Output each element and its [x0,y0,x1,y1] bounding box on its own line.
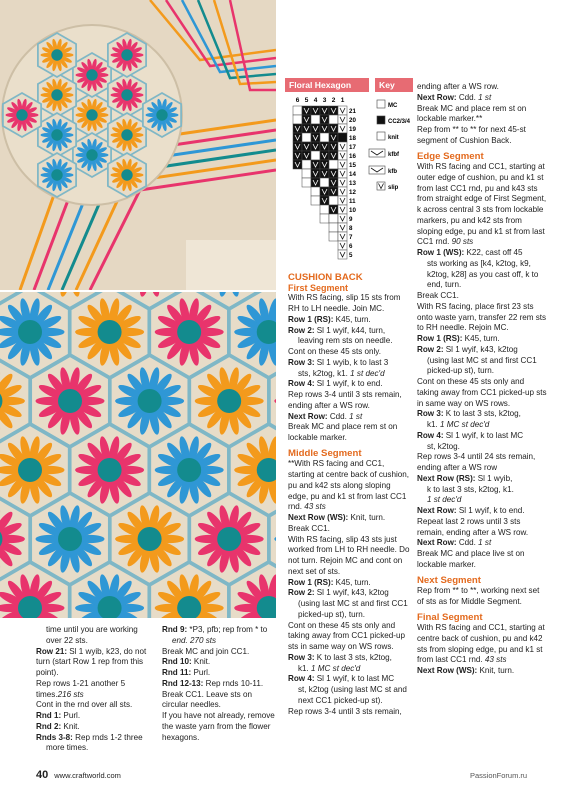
chart-row-number: 20 [349,117,356,124]
instruction-line: Rnd 1: Purl. [36,711,81,720]
instruction-line: With RS facing and CC1, starting at centre back of cushion, pu and k42 sts from sloping edge, pu and k1 st from last CC1 rnd. 43 sts [417,623,545,665]
chart-row-number: 6 [349,243,353,250]
flower-centre [121,49,132,60]
instruction-line: Cont in the rnd over all sts. [36,700,133,710]
column-b [162,625,278,743]
instruction-line: Break MC and place rem st on lockable marker.** [417,103,527,124]
instruction-line: Row 3: K to last 3 sts, k2tog, [417,409,521,419]
watermark: PassionForum.ru [470,771,528,780]
chart-cell [293,115,302,124]
flower-centre [18,320,42,344]
instruction-line: Cont on these 45 sts only and taking away from CC1 picked-up sts in same way on WS rows. [417,377,547,408]
instruction-line: Row 3: Sl 1 wyib, k to last 3 [288,357,389,367]
instruction-line: Rep rows 3-4 until 3 sts remain, [288,706,402,716]
chart-cell [302,160,311,169]
chart-cell [329,232,338,241]
flower-centre [86,149,97,160]
section-title-cushion-back: CUSHION BACK [288,272,363,283]
key-label: kfb [388,169,397,175]
chart-row-number: 13 [349,180,356,187]
flower-centre [58,527,82,551]
instruction-line: With RS facing, slip 43 sts just worked from LH to RH needle. Do not turn. Rejoin MC and cont on next set of sts. [288,534,410,576]
chart-cell [320,178,329,187]
instruction-line: Break CC1. Leave sts on circular needles. [162,689,252,710]
instruction-line: ending after a WS row. [417,82,499,91]
chart-row-number: 12 [349,189,356,196]
instruction-line: Cont on these 45 sts only and taking away from CC1 picked-up sts in same way on WS rows. [288,620,405,652]
flower-centre [18,458,42,482]
instruction-line: Rep rows 1-21 another 5 times.216 sts [36,678,126,699]
chart-cell [311,196,320,205]
flower-centre [177,320,201,344]
instruction-line: Rnd 10: Knit. [162,657,211,667]
instruction-line: sts working as [k4, k2tog, k9, k2tog, k28] as you cast off, k to end, turn. [427,258,539,290]
instruction-line: Row 4: Sl 1 wyif, k to last MC [417,430,524,440]
flower-centre [217,527,241,551]
chart-row-number: 10 [349,207,356,214]
chart-cell [311,151,320,160]
section-title-final-segment: Final Segment [417,611,483,623]
instruction-line: Row 3: K to last 3 sts, k2tog, [288,652,392,662]
instruction-line: Break CC1. [288,523,330,533]
section-title-first-segment: First Segment [288,283,349,294]
instruction-line: st, k2tog. [427,441,460,451]
flower-centre [51,129,62,140]
chart-cell [302,133,311,142]
instruction-line: With RS facing and CC1, starting at outer edge of cushion, pu and k1 st from last CC1 rnd, pu and k43 sts from straight edge of First Segment, k across central 3 sts from lockable markers, pu and k42 sts from sloping edge, pu and k1 st from last CC1 rnd. 90 sts [417,162,547,247]
chart-panel [285,78,413,270]
column-c [288,272,412,717]
key-swatch [369,149,385,157]
instruction-line: Rep from ** to **, working next set of sts as for Middle Segment. [417,586,540,606]
chart-row-number: 9 [349,216,353,223]
chart-cell [329,214,338,223]
chart-title: Floral Hexagon [285,78,369,92]
chart-column-number: 4 [313,97,318,104]
instruction-line: Row 1 (RS): K45, turn. [288,314,371,324]
instruction-line: Break MC and place live st on lockable marker. [417,549,525,569]
chart-cell [320,133,329,142]
instruction-line: Next Row: Sl 1 wyif, k to end. [417,506,525,515]
instruction-line: Row 1 (RS): K45, turn. [288,577,371,587]
instruction-line: Cont on these 45 sts only. [288,347,381,357]
chart-cell [302,178,311,187]
chart-cell [293,106,302,115]
chart-row-number: 16 [349,153,356,160]
instruction-line: Row 2: Sl 1 wyif, k44, turn, [288,325,386,335]
instruction-line: Rep from ** to ** for next 45-st segment of Cushion Back. [417,125,526,145]
key-label: kfbf [388,152,399,158]
chart-cell [302,169,311,178]
instruction-line: Row 1 (RS): K45, turn. [417,334,500,343]
instruction-line: (using last MC st and first CC1 picked-up st), turn. [427,355,537,376]
flower-centre [51,89,62,100]
column-a [36,625,154,754]
key-label: MC [388,103,398,109]
instruction-line: Rnd 12-13: Rep rnds 10-11. [162,678,264,688]
chart-row-number: 11 [349,198,356,205]
chart-column-number: 1 [340,97,345,104]
flower-centre [51,169,62,180]
key-label: knit [388,135,399,141]
instruction-line: Row 21: Sl 1 wyib, k23, do not turn (start Row 1 rep from this point). [36,646,147,677]
chart-cell [329,115,338,124]
instruction-line: Next Row (RS): Sl 1 wyib, [417,473,513,483]
chart-row-number: 7 [349,234,353,241]
instruction-line: time until you are working over 22 sts. [46,625,138,645]
instruction-line: Next Row (WS): Knit, turn. [417,666,515,675]
instruction-line: Row 2: Sl 1 wyif, k43, k2tog [417,344,518,354]
chart-cell [320,214,329,223]
instruction-line: leaving rem sts on needle. [298,336,393,346]
flower-centre [121,89,132,100]
chart-cell [320,205,329,214]
instruction-line: more times. [46,743,89,753]
instruction-line: Repeat last 2 rows until 3 sts remain, ending after a WS row. [417,516,529,537]
instruction-line: With RS facing, slip 15 sts from RH to LH needle. Join MC. [288,293,401,314]
instruction-line: 1 st dec'd [427,495,462,505]
chart-column-number: 2 [331,97,336,104]
key-swatch [369,166,385,174]
instruction-line: st, k2tog (using last MC st and next CC1 picked-up st). [298,685,407,705]
key-swatch [377,116,385,124]
flower-centre [138,389,162,413]
page-number: 40 [36,769,49,781]
chart-row-number: 8 [349,225,353,232]
flower-centre [121,129,132,140]
flower-centre [121,169,132,180]
flower-centre [177,458,201,482]
section-title-next-segment: Next Segment [417,574,481,586]
key-label: slip [388,185,399,191]
chart-cell [329,223,338,232]
instruction-line: sts, k2tog, k1. 1 st dec'd [298,368,385,378]
floral-hexagon-chart [285,94,413,270]
instruction-line: k1. 1 MC st dec'd [427,420,490,429]
instruction-line: end. 270 sts [172,635,217,645]
instruction-line: Row 1 (WS): K22, cast off 45 [417,248,523,257]
instruction-line: Next Row (WS): Knit, turn. [288,513,386,523]
section-title-middle-segment: Middle Segment [288,447,362,459]
instruction-line: Break MC and join CC1. [162,646,250,656]
chart-column-number: 5 [304,97,309,104]
instruction-line: Rnds 3-8: Rep rnds 1-2 three [36,732,143,742]
flower-centre [16,109,27,120]
instruction-line: k1. 1 MC st dec'd [298,663,361,673]
flower-centre [51,49,62,60]
instruction-line: If you have not already, remove the waste yarn from the flower hexagons. [162,711,275,742]
chart-row-number: 21 [349,108,356,115]
section-title-edge-segment: Edge Segment [417,150,484,162]
instruction-line: Next Row: Cdd. 1 st [288,411,363,421]
key-swatch [377,100,385,108]
chart-column-number: 3 [322,97,327,104]
chart-cell [329,196,338,205]
flower-centre [98,320,122,344]
instruction-line: Row 4: Sl 1 wyif, k to last MC [288,674,395,684]
key-title: Key [375,78,413,92]
flower-centre [86,109,97,120]
instruction-line: Rnd 2: Knit. [36,721,80,731]
chart-row-number: 18 [349,135,356,142]
instruction-line: With RS facing, place first 23 sts onto waste yarn, transfer 22 rem sts to RH needle. Rejoin MC. [417,301,547,333]
instruction-line: Break CC1. [417,291,459,300]
instruction-line: Row 4: Sl 1 wyif, k to end. [288,379,383,389]
key-swatch [377,132,385,140]
flower-centre [98,458,122,482]
instruction-line: Rep rows 3-4 until 24 sts remain, ending after a WS row [417,452,536,472]
flower-centre [86,69,97,80]
instruction-line: k to last 3 sts, k2tog, k1. [427,484,514,494]
chart-column-number: 6 [295,97,300,104]
page-footer [36,768,121,783]
flower-centre [138,527,162,551]
chart-row-number: 15 [349,162,356,169]
flower-centre [156,109,167,120]
column-d [417,82,547,677]
cloth [186,240,276,290]
instruction-line: Next Row: Cdd. 1 st [417,92,492,102]
instruction-line: Next Row: Cdd. 1 st [417,538,492,548]
chart-row-number: 14 [349,171,356,178]
chart-cell [311,187,320,196]
footer-site: www.craftworld.com [54,771,121,780]
key-label: CC2/3/4 [388,119,411,125]
instruction-line: Rnd 11: Purl. [162,668,211,677]
instruction-line: Rnd 9: *P3, pfb; rep from * to [162,625,268,634]
chart-cell [329,160,338,169]
instruction-line: Break MC and place rem st on lockable marker. [288,422,398,443]
photo-cushion-closeup [0,292,276,618]
flower-centre [58,389,82,413]
chart-row-number: 19 [349,126,356,133]
instruction-line: **With RS facing and CC1, starting at centre back of cushion, pu and k42 sts along sloping edge, pu and k1 st from last CC1 rnd. 43 sts [288,459,410,512]
chart-row-number: 5 [349,252,353,259]
chart-cell [311,115,320,124]
instruction-line: (using last MC st and first CC1 picked-up st), turn. [298,599,408,619]
chart-row-number: 17 [349,144,356,151]
instruction-line: Row 2: Sl 1 wyif, k43, k2tog [288,588,389,598]
instruction-line: Rep rows 3-4 until 3 sts remain, ending after a WS row. [288,390,402,410]
flower-centre [217,389,241,413]
photo-cushion-blanket [0,0,276,290]
